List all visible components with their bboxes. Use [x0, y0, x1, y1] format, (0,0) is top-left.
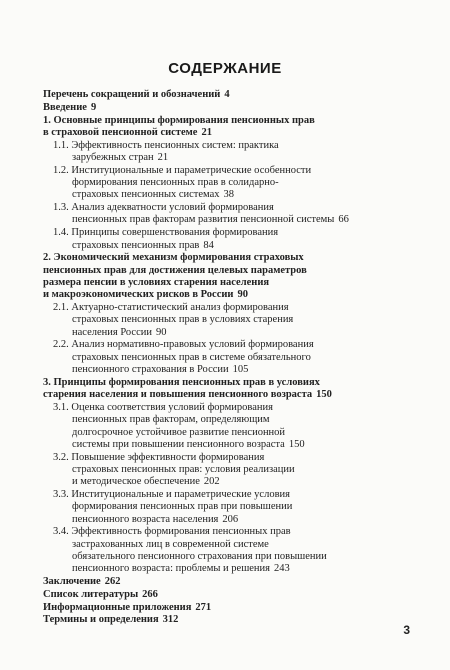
toc-entry-title: Термины и определения 312 [43, 614, 179, 626]
page-number: 3 [403, 623, 410, 637]
table-of-contents [43, 89, 409, 627]
toc-entry [43, 89, 409, 101]
toc-entry-title: 1.4. Принципы совершенствования формирования страховых пенсионных прав 84 [53, 227, 279, 251]
toc-entry [43, 377, 409, 402]
toc-page-number: 4 [224, 89, 230, 100]
toc-entry [43, 165, 409, 202]
toc-entry [43, 302, 409, 339]
toc-page-number: 105 [232, 364, 249, 376]
toc-entry-title: Введение 9 [43, 101, 97, 113]
toc-entry-title: 1.2. Институциональные и параметрические особенности формирования пенсионных прав в солидарно- страховых пенсионных системах 38 [53, 164, 312, 201]
toc-entry-title: Заключение 262 [43, 576, 121, 588]
toc-entry [43, 227, 409, 252]
toc-page-number: 150 [316, 389, 332, 401]
toc-page-number: 266 [142, 588, 158, 600]
toc-entry [43, 202, 409, 227]
toc-entry-title: Перечень сокращений и обозначений 4 [43, 89, 230, 100]
toc-entry-title: 3. Принципы формирования пенсионных прав в условиях старения населения и повышения пенсионного возраста 150 [43, 376, 332, 401]
toc-entry [43, 402, 409, 451]
toc-page-number: 262 [104, 576, 121, 588]
toc-page-number: 206 [222, 513, 239, 525]
toc-page-number: 9 [90, 101, 97, 113]
toc-entry-title: Информационные приложения 271 [43, 601, 212, 613]
toc-page-number: 21 [201, 126, 212, 138]
toc-page-number: 202 [203, 476, 220, 488]
toc-entry-title: 1.3. Анализ адекватности условий формирования пенсионных прав факторам развития пенсионной системы 66 [53, 202, 349, 226]
page-title: СОДЕРЖАНИЕ [168, 60, 282, 77]
toc-entry-title: Список литературы 266 [43, 588, 158, 600]
toc-page-number: 38 [223, 189, 235, 201]
toc-page-number: 66 [338, 214, 349, 226]
toc-page-number: 271 [195, 601, 212, 613]
toc-entry-title: 3.1. Оценка соответствия условий формирования пенсионных прав факторам, определяющим долгосрочное устойчивое развитие пенсионной системы при повышении пенсионного возраста 150 [53, 401, 305, 450]
toc-entry [43, 614, 409, 626]
toc-entry [43, 252, 409, 301]
toc-entry-title: 1. Основные принципы формирования пенсионных прав в страховой пенсионной системе 21 [43, 114, 315, 138]
toc-entry-title: 2.1. Актуарно-статистический анализ формирования страховых пенсионных прав в условиях старения населения России 90 [53, 302, 294, 338]
toc-entry-title: 3.4. Эффективность формирования пенсионных прав застрахованных лиц в современной системе обязательного пенсионного страхования при повышении пенсионного возраста: проблемы и решения 243 [53, 526, 327, 575]
toc-page-number: 84 [203, 239, 214, 251]
toc-entry [43, 339, 409, 376]
toc-entry [43, 576, 409, 588]
toc-entry [43, 102, 409, 114]
toc-page-number: 243 [274, 563, 290, 575]
toc-page-number: 150 [288, 438, 305, 450]
toc-entry [43, 140, 409, 165]
toc-entry [43, 452, 409, 489]
toc-entry [43, 115, 409, 140]
toc-entry-title: 1.1. Эффективность пенсионных систем: практика зарубежных стран 21 [53, 139, 279, 163]
toc-entry-title: 2. Экономический механизм формирования страховых пенсионных прав для достижения целевых параметров размера пенсии в условиях старения населения и макроэкономических рисков в России 90 [43, 252, 307, 301]
toc-entry [43, 602, 409, 614]
toc-page-number: 21 [157, 151, 169, 163]
toc-entry-title: 2.2. Анализ нормативно-правовых условий формирования страховых пенсионных прав в системе обязательного пенсионного страхования в России 105 [53, 339, 314, 376]
toc-entry [43, 526, 409, 575]
toc-page-number: 312 [162, 614, 179, 626]
toc-page-number: 90 [237, 289, 248, 301]
toc-entry-title: 3.3. Институциональные и параметрические условия формирования пенсионных прав при повышении пенсионного возраста населения 206 [53, 489, 293, 525]
toc-page-number: 90 [155, 326, 167, 338]
toc-entry-title: 3.2. Повышение эффективности формирования страховых пенсионных прав: условия реализации и методическое обеспечение 202 [53, 451, 295, 488]
toc-entry [43, 489, 409, 526]
toc-entry [43, 589, 409, 601]
